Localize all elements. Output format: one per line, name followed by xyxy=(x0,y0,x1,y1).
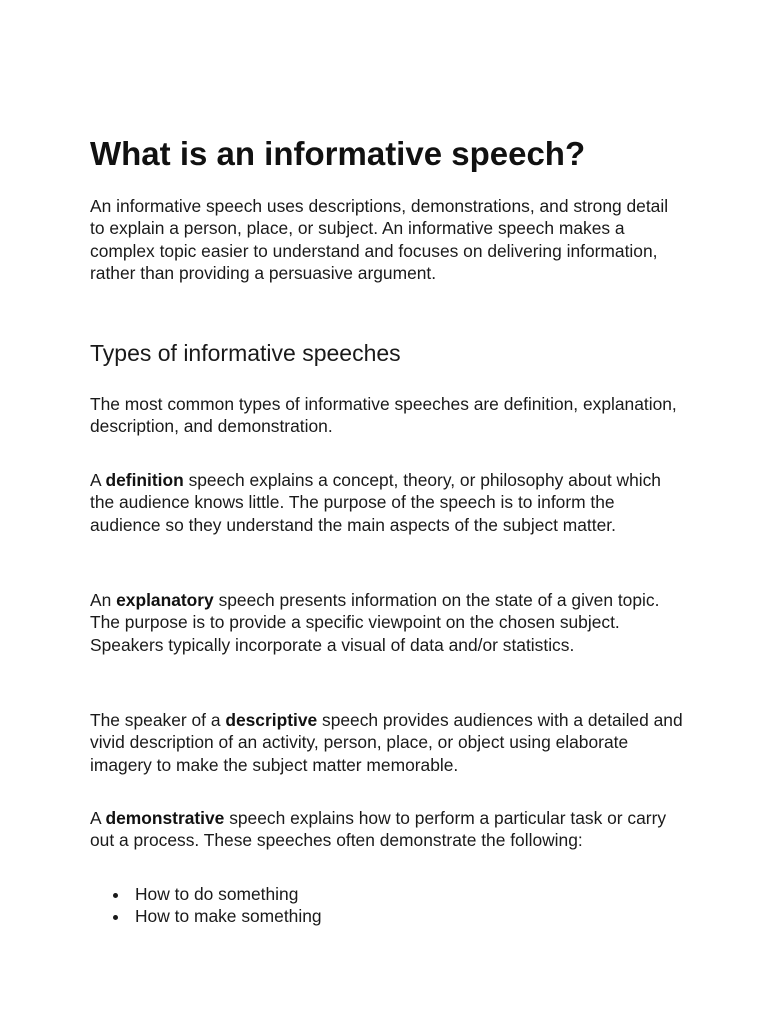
bullet-icon xyxy=(113,893,118,898)
descriptive-term: descriptive xyxy=(225,710,318,730)
descriptive-prefix: The speaker of a xyxy=(90,710,226,730)
descriptive-text: speech provides audiences with a detailed and vivid description of an activity, person, place, or object using elaborate imagery to make the subject matter memorable. xyxy=(90,710,683,775)
intro-paragraph: An informative speech uses descriptions, demonstrations, and strong detail to explain a person, place, or subject. An informative speech makes a complex topic easier to understand and focuses on delivering information, rather than providing a persuasive argument. xyxy=(90,196,669,284)
list-item-text: How to do something xyxy=(135,884,299,904)
descriptive-paragraph xyxy=(90,709,686,776)
explanatory-paragraph xyxy=(90,589,686,656)
page-title: What is an informative speech? xyxy=(90,135,586,172)
bullet-icon xyxy=(113,915,118,920)
list-item xyxy=(90,905,322,927)
demonstrative-prefix: A xyxy=(90,808,106,828)
definition-text: speech explains a concept, theory, or philosophy about which the audience knows little. The purpose of the speech is to inform the audience so they understand the main aspects of the subject matter. xyxy=(90,470,661,535)
definition-prefix: A xyxy=(90,470,106,490)
demonstration-list xyxy=(90,883,322,928)
demonstrative-paragraph xyxy=(90,807,686,852)
list-item xyxy=(90,883,322,905)
types-heading: Types of informative speeches xyxy=(90,340,401,366)
definition-paragraph xyxy=(90,469,686,536)
definition-term: definition xyxy=(105,470,184,490)
explanatory-text: speech presents information on the state of a given topic. The purpose is to provide a specific viewpoint on the chosen subject. Speakers typically incorporate a visual of data and/or statistics. xyxy=(90,590,660,655)
explanatory-prefix: An xyxy=(90,590,117,610)
explanatory-term: explanatory xyxy=(116,590,214,610)
types-summary-paragraph: The most common types of informative speeches are definition, explanation, description, and demonstration. xyxy=(90,394,677,437)
list-item-text: How to make something xyxy=(135,906,322,927)
demonstrative-text: speech explains how to perform a particular task or carry out a process. These speeches often demonstrate the following: xyxy=(90,808,667,851)
demonstrative-term: demonstrative xyxy=(105,808,225,828)
